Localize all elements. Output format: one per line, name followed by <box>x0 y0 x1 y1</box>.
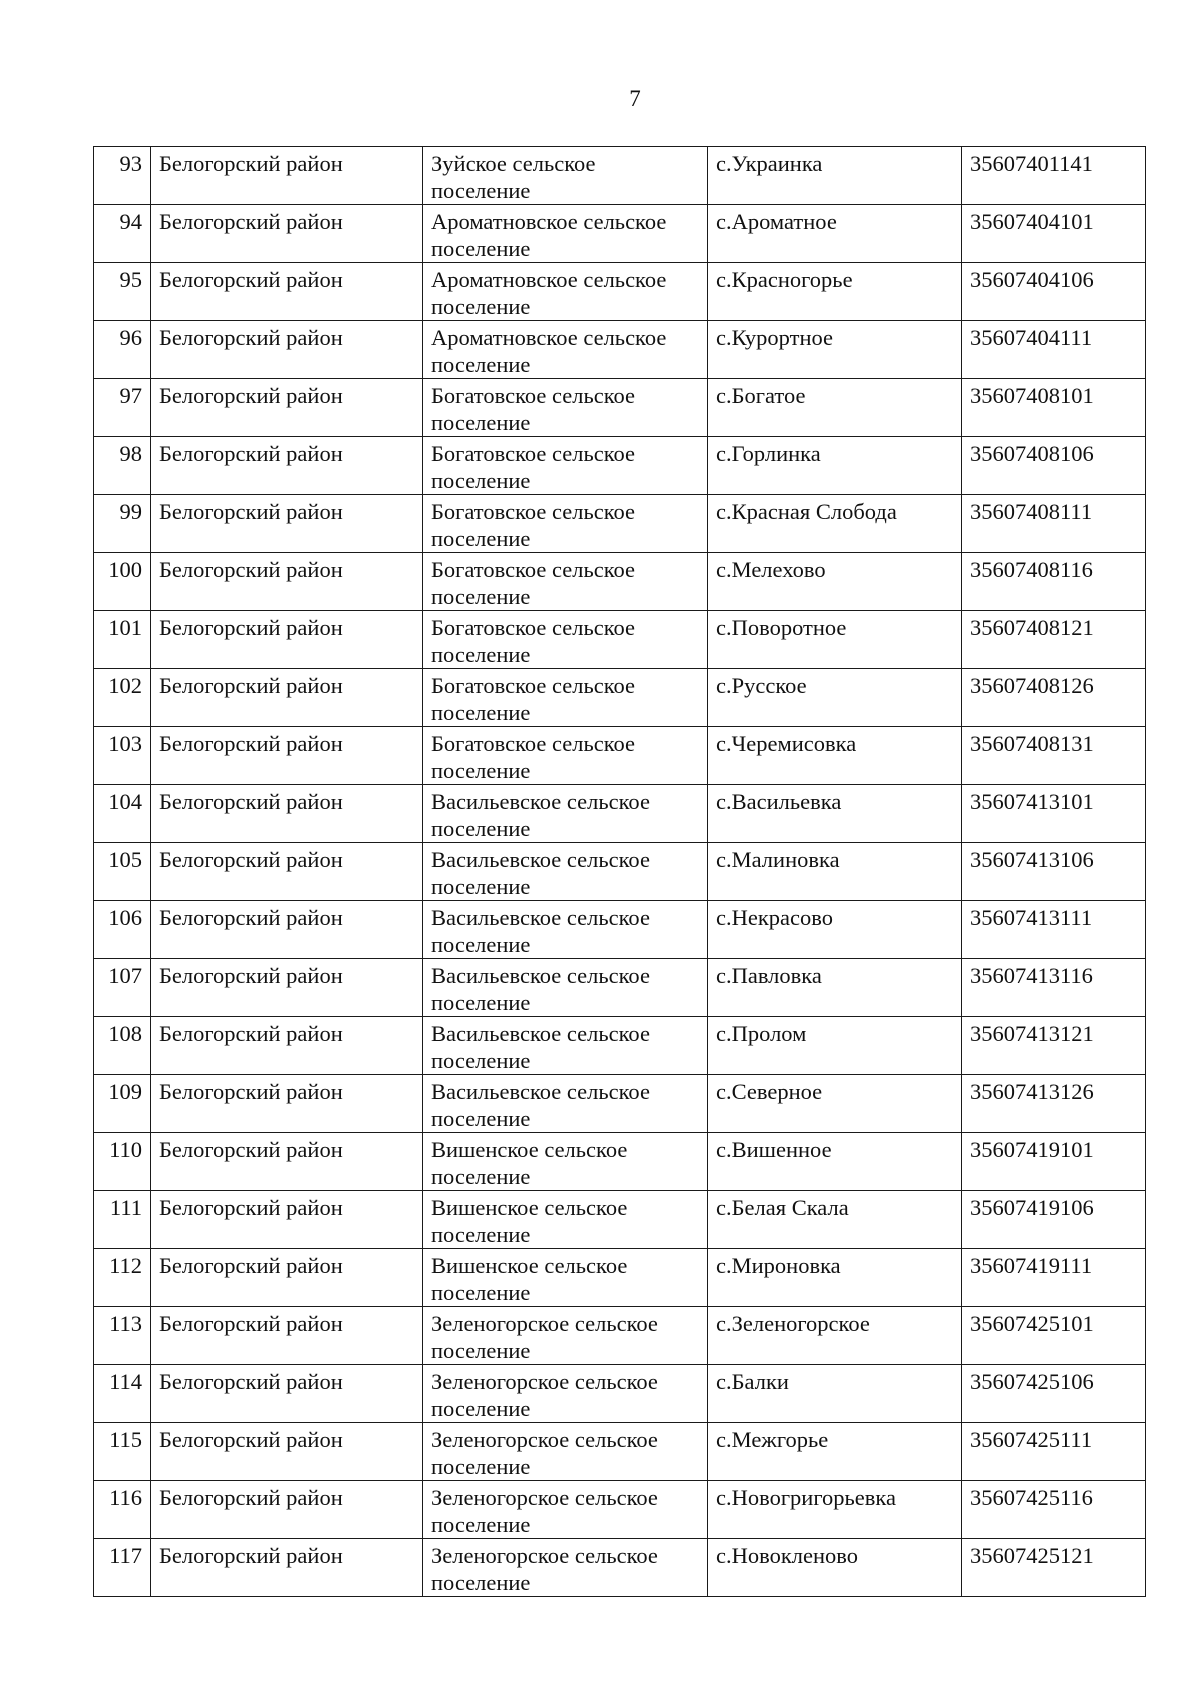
settlements-table <box>93 146 1146 1597</box>
locality-cell: с.Межгорье <box>708 1423 962 1481</box>
settlement-cell: Зуйское сельское поселение <box>423 147 708 205</box>
row-number-cell: 109 <box>94 1075 151 1133</box>
code-cell: 35607404111 <box>962 321 1146 379</box>
row-number-cell: 98 <box>94 437 151 495</box>
table-row <box>94 1423 1146 1481</box>
district-cell: Белогорский район <box>151 1133 423 1191</box>
district-cell: Белогорский район <box>151 1539 423 1597</box>
code-cell: 35607413126 <box>962 1075 1146 1133</box>
row-number-cell: 101 <box>94 611 151 669</box>
row-number-cell: 102 <box>94 669 151 727</box>
settlement-cell: Васильевское сельское поселение <box>423 843 708 901</box>
code-cell: 35607404101 <box>962 205 1146 263</box>
settlement-cell: Богатовское сельское поселение <box>423 669 708 727</box>
district-cell: Белогорский район <box>151 727 423 785</box>
settlement-cell: Зеленогорское сельское поселение <box>423 1423 708 1481</box>
district-cell: Белогорский район <box>151 959 423 1017</box>
table-row <box>94 495 1146 553</box>
code-cell: 35607419111 <box>962 1249 1146 1307</box>
district-cell: Белогорский район <box>151 147 423 205</box>
row-number-cell: 114 <box>94 1365 151 1423</box>
settlement-cell: Зеленогорское сельское поселение <box>423 1307 708 1365</box>
district-cell: Белогорский район <box>151 1191 423 1249</box>
settlement-cell: Вишенское сельское поселение <box>423 1191 708 1249</box>
row-number-cell: 112 <box>94 1249 151 1307</box>
locality-cell: с.Балки <box>708 1365 962 1423</box>
table-row <box>94 785 1146 843</box>
settlement-cell: Зеленогорское сельское поселение <box>423 1365 708 1423</box>
code-cell: 35607425111 <box>962 1423 1146 1481</box>
district-cell: Белогорский район <box>151 437 423 495</box>
table-row <box>94 1249 1146 1307</box>
settlement-cell: Вишенское сельское поселение <box>423 1249 708 1307</box>
district-cell: Белогорский район <box>151 553 423 611</box>
row-number-cell: 108 <box>94 1017 151 1075</box>
locality-cell: с.Русское <box>708 669 962 727</box>
code-cell: 35607425116 <box>962 1481 1146 1539</box>
locality-cell: с.Новокленово <box>708 1539 962 1597</box>
code-cell: 35607413106 <box>962 843 1146 901</box>
table-row <box>94 1365 1146 1423</box>
locality-cell: с.Вишенное <box>708 1133 962 1191</box>
row-number-cell: 99 <box>94 495 151 553</box>
code-cell: 35607404106 <box>962 263 1146 321</box>
locality-cell: с.Курортное <box>708 321 962 379</box>
district-cell: Белогорский район <box>151 1365 423 1423</box>
district-cell: Белогорский район <box>151 495 423 553</box>
locality-cell: с.Горлинка <box>708 437 962 495</box>
district-cell: Белогорский район <box>151 321 423 379</box>
table-row <box>94 263 1146 321</box>
code-cell: 35607425106 <box>962 1365 1146 1423</box>
table-row <box>94 147 1146 205</box>
row-number-cell: 100 <box>94 553 151 611</box>
table-row <box>94 1191 1146 1249</box>
table-row <box>94 1133 1146 1191</box>
settlement-cell: Васильевское сельское поселение <box>423 959 708 1017</box>
district-cell: Белогорский район <box>151 785 423 843</box>
settlement-cell: Богатовское сельское поселение <box>423 611 708 669</box>
code-cell: 35607408126 <box>962 669 1146 727</box>
table-row <box>94 611 1146 669</box>
district-cell: Белогорский район <box>151 1249 423 1307</box>
district-cell: Белогорский район <box>151 1307 423 1365</box>
table-row <box>94 843 1146 901</box>
district-cell: Белогорский район <box>151 205 423 263</box>
row-number-cell: 96 <box>94 321 151 379</box>
table-row <box>94 727 1146 785</box>
settlement-cell: Васильевское сельское поселение <box>423 901 708 959</box>
row-number-cell: 97 <box>94 379 151 437</box>
locality-cell: с.Белая Скала <box>708 1191 962 1249</box>
settlement-cell: Васильевское сельское поселение <box>423 1075 708 1133</box>
table-row <box>94 437 1146 495</box>
table-body <box>94 147 1146 1597</box>
locality-cell: с.Пролом <box>708 1017 962 1075</box>
code-cell: 35607413121 <box>962 1017 1146 1075</box>
page-number: 7 <box>629 86 641 111</box>
locality-cell: с.Васильевка <box>708 785 962 843</box>
settlement-cell: Богатовское сельское поселение <box>423 437 708 495</box>
code-cell: 35607408106 <box>962 437 1146 495</box>
locality-cell: с.Зеленогорское <box>708 1307 962 1365</box>
code-cell: 35607408121 <box>962 611 1146 669</box>
settlement-cell: Васильевское сельское поселение <box>423 785 708 843</box>
district-cell: Белогорский район <box>151 1423 423 1481</box>
district-cell: Белогорский район <box>151 263 423 321</box>
table-row <box>94 379 1146 437</box>
district-cell: Белогорский район <box>151 669 423 727</box>
code-cell: 35607413101 <box>962 785 1146 843</box>
code-cell: 35607413116 <box>962 959 1146 1017</box>
table-row <box>94 1481 1146 1539</box>
locality-cell: с.Богатое <box>708 379 962 437</box>
table-row <box>94 901 1146 959</box>
row-number-cell: 105 <box>94 843 151 901</box>
code-cell: 35607408131 <box>962 727 1146 785</box>
locality-cell: с.Мироновка <box>708 1249 962 1307</box>
district-cell: Белогорский район <box>151 611 423 669</box>
locality-cell: с.Северное <box>708 1075 962 1133</box>
table-row <box>94 1075 1146 1133</box>
table-row <box>94 553 1146 611</box>
district-cell: Белогорский район <box>151 1017 423 1075</box>
district-cell: Белогорский район <box>151 1481 423 1539</box>
row-number-cell: 117 <box>94 1539 151 1597</box>
row-number-cell: 104 <box>94 785 151 843</box>
settlement-cell: Ароматновское сельское поселение <box>423 205 708 263</box>
table-row <box>94 959 1146 1017</box>
district-cell: Белогорский район <box>151 379 423 437</box>
row-number-cell: 106 <box>94 901 151 959</box>
locality-cell: с.Павловка <box>708 959 962 1017</box>
table-row <box>94 1307 1146 1365</box>
district-cell: Белогорский район <box>151 901 423 959</box>
code-cell: 35607408111 <box>962 495 1146 553</box>
code-cell: 35607419101 <box>962 1133 1146 1191</box>
locality-cell: с.Украинка <box>708 147 962 205</box>
code-cell: 35607401141 <box>962 147 1146 205</box>
locality-cell: с.Малиновка <box>708 843 962 901</box>
table-row <box>94 1539 1146 1597</box>
table-row <box>94 669 1146 727</box>
row-number-cell: 111 <box>94 1191 151 1249</box>
settlement-cell: Вишенское сельское поселение <box>423 1133 708 1191</box>
locality-cell: с.Поворотное <box>708 611 962 669</box>
code-cell: 35607425121 <box>962 1539 1146 1597</box>
locality-cell: с.Некрасово <box>708 901 962 959</box>
row-number-cell: 110 <box>94 1133 151 1191</box>
settlement-cell: Богатовское сельское поселение <box>423 495 708 553</box>
locality-cell: с.Ароматное <box>708 205 962 263</box>
row-number-cell: 113 <box>94 1307 151 1365</box>
row-number-cell: 115 <box>94 1423 151 1481</box>
settlement-cell: Ароматновское сельское поселение <box>423 321 708 379</box>
settlement-cell: Зеленогорское сельское поселение <box>423 1539 708 1597</box>
table-row <box>94 1017 1146 1075</box>
locality-cell: с.Новогригорьевка <box>708 1481 962 1539</box>
settlement-cell: Богатовское сельское поселение <box>423 727 708 785</box>
row-number-cell: 103 <box>94 727 151 785</box>
settlement-cell: Богатовское сельское поселение <box>423 379 708 437</box>
settlement-cell: Богатовское сельское поселение <box>423 553 708 611</box>
locality-cell: с.Красногорье <box>708 263 962 321</box>
district-cell: Белогорский район <box>151 1075 423 1133</box>
settlement-cell: Васильевское сельское поселение <box>423 1017 708 1075</box>
settlement-cell: Ароматновское сельское поселение <box>423 263 708 321</box>
row-number-cell: 116 <box>94 1481 151 1539</box>
code-cell: 35607413111 <box>962 901 1146 959</box>
locality-cell: с.Мелехово <box>708 553 962 611</box>
code-cell: 35607419106 <box>962 1191 1146 1249</box>
locality-cell: с.Черемисовка <box>708 727 962 785</box>
row-number-cell: 93 <box>94 147 151 205</box>
code-cell: 35607408116 <box>962 553 1146 611</box>
code-cell: 35607408101 <box>962 379 1146 437</box>
table-row <box>94 205 1146 263</box>
settlement-cell: Зеленогорское сельское поселение <box>423 1481 708 1539</box>
row-number-cell: 107 <box>94 959 151 1017</box>
row-number-cell: 95 <box>94 263 151 321</box>
locality-cell: с.Красная Слобода <box>708 495 962 553</box>
district-cell: Белогорский район <box>151 843 423 901</box>
code-cell: 35607425101 <box>962 1307 1146 1365</box>
table-row <box>94 321 1146 379</box>
row-number-cell: 94 <box>94 205 151 263</box>
